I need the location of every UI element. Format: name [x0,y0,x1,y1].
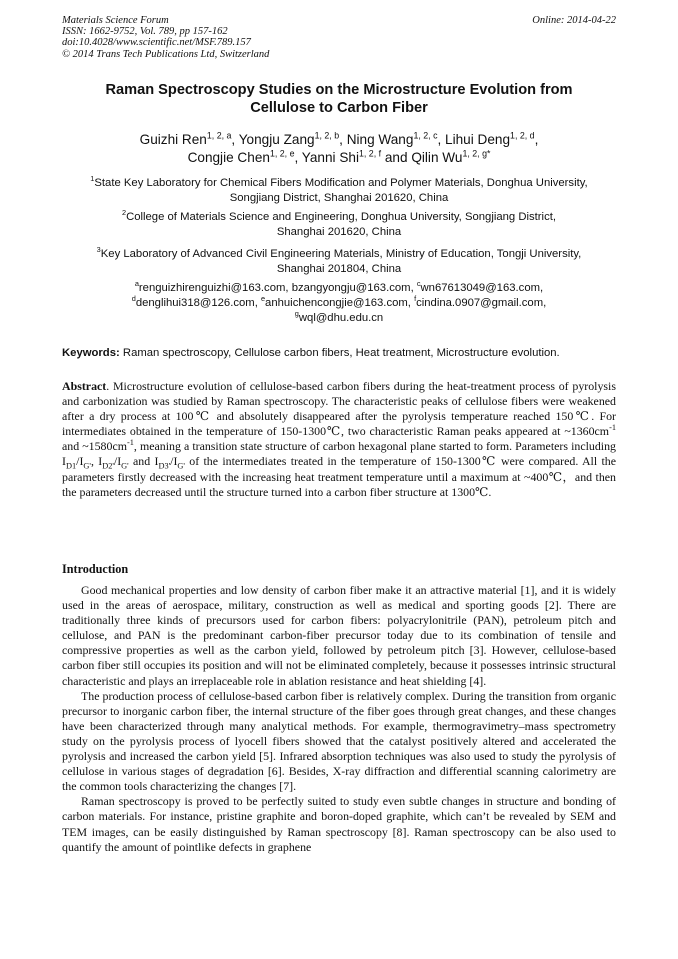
affiliation-text: Songjiang District, Shanghai 201620, China [229,192,449,204]
abstract [62,379,616,500]
abstract-sup: -1 [609,423,616,433]
introduction-paragraph: The production process of cellulose-based carbon fiber is relatively complex. During the transition from organic precursor to inorganic carbon fiber, the internal structure of the fiber goes through great changes, and these changes have been characterized through many analytical methods. For example, thermogravimetry–mass spectrometry study on the pyrolysis process of lyocell fibers showed that the catalyst positively altered and accelerated the pyrolysis and increased the carbon yield [5]. Infrared absorption techniques was also used to study the pyrolysis of cellulose in various stages of degradation [6]. Besides, X-ray diffraction and differential scanning calorimetry are the common tools characterizing the changes [7]. [62,688,616,794]
email-address: bzangyongju@163.com [291,282,411,294]
abstract-sub: D1 [65,461,77,471]
affiliation-1 [62,176,616,206]
abstract-sub: G' [121,461,129,471]
affiliation-number: 2 [121,208,127,218]
email-address: wn67613049@163.com [420,282,541,294]
author-affiliation-sup: 1, 2, e [269,148,295,159]
journal-header [62,15,616,60]
author-name: Ning Wang [346,132,414,147]
email-address: renguizhirenguizhi@163.com [138,282,286,294]
affiliation-3 [62,247,616,277]
abstract-sup: -1 [126,438,134,448]
email-address: wql@dhu.edu.cn [298,312,384,324]
email-sup: e [260,294,266,304]
author-affiliation-sup: 1, 2, g* [462,148,491,159]
abstract-sub: G' [83,461,91,471]
author-affiliation-sup: 1, 2, d [510,130,535,141]
introduction-heading: Introduction [62,562,129,576]
abstract-text: of the intermediates treated in the temperature of 150-1300℃ were compared. All the parameters firstly decreased with the increasing heat treatment temperature until a maximum at ~400℃，and then the parameters decreased until the structure turned into a carbon fiber structure at 1300℃. [62,454,617,499]
abstract-sub: D2' [102,461,114,471]
author-separator: and [381,150,412,165]
abstract-text: /I [76,454,84,469]
author-affiliation-sup: 1, 2, a [206,130,232,141]
email-address: cindina.0907@gmail.com [416,297,544,309]
doi-line: doi:10.4028/www.scientific.net/MSF.789.157 [62,37,251,49]
keywords-label: Keywords: [62,347,120,359]
affiliation-text: State Key Laboratory for Chemical Fibers Modification and Polymer Materials, Donghua University, [94,177,588,189]
title-line-1: Raman Spectroscopy Studies on the Microstructure Evolution from [105,82,573,98]
issn-line: ISSN: 1662-9752, Vol. 789, pp 157-162 [62,26,228,38]
author-name: Yanni Shi [301,150,359,165]
paper-title [62,81,616,117]
author-list [62,131,616,167]
affiliation-text: Shanghai 201620, China [276,226,402,238]
affiliation-text: Key Laboratory of Advanced Civil Engineering Materials, Ministry of Education, Tongji University, [100,248,582,260]
abstract-label: Abstract [62,379,107,393]
affiliation-text: Shanghai 201804, China [276,263,402,275]
email-list: $^a$renguizhirenguizhi@163.com, bzangyongju@163.com, $^c$wn67613049@163.com, $^d$denglihui318@126.com, $^e$anhuichencongjie@163.com, $^f$cindina.0907@gmail.com, $^g$wql@dhu.edu.cn [131,279,547,324]
email-address: anhuichencongjie@163.com [265,297,408,309]
keywords [62,346,622,360]
author-separator: , [534,132,539,147]
author-affiliation-sup: 1, 2, c [413,130,438,141]
introduction-paragraph: Raman spectroscopy is proved to be perfectly suited to study even subtle changes in structure and bonding of carbon materials. For instance, pristine graphite and boron-doped graphite, which can’t be revealed by SEM and TEM images, can be easily distinguished by Raman spectroscopy [8]. Raman spectroscopy can be also used to quantify the amount of pointlike defects in graphene [62,794,616,854]
copyright-line: © 2014 Trans Tech Publications Ltd, Switzerland [62,48,270,60]
online-date: Online: 2014-04-22 [532,15,616,26]
affiliation-number: 3 [96,245,101,255]
abstract-text: and I [128,454,159,469]
abstract-text: /I [170,454,178,469]
author-line-1 [62,131,616,149]
journal-name: Materials Science Forum [62,15,169,26]
email-sup: d [131,294,136,304]
abstract-sub: D3' [158,461,171,471]
email-address: denglihui318@126.com [135,297,255,309]
affiliation-2 [62,210,616,240]
affiliation-text: College of Materials Science and Engineering, Donghua University, Songjiang District, [126,211,556,223]
introduction-body [62,583,616,855]
email-sup: a [134,279,139,289]
author-name: Congjie Chen [187,150,270,165]
abstract-text: , meaning a transition state structure of carbon hexagonal plane started to form. Parameters including I [62,439,616,469]
author-name: Qilin Wu [411,150,463,165]
title-line-2: Cellulose to Carbon Fiber [250,100,428,116]
email-sup: g [294,309,299,319]
author-name: Lihui Deng [445,132,511,147]
author-affiliation-sup: 1, 2, b [314,130,340,141]
author-name: Yongju Zang [238,132,315,147]
introduction-paragraph: Good mechanical properties and low density of carbon fiber make it an attractive material [1], and it is widely used in the areas of aerospace, military, construction as well as medical and sporting goods [2]. There are traditionally three kinds of precursors used for carbon fibers: polyacrylonitrile (PAN), petroleum pitch and cellulose, and PAN is the predominant carbon-fiber precursor today due to its combination of tensile and compressive properties as well as the carbon yield, followed by petroleum pitch [3]. However, cellulose-based carbon fiber still occupies its position and will not be eliminated completely, because it possesses intrinsic structural characteristic and plays an irreplaceable role in ablation resistance and heat shielding [4]. [62,583,616,688]
abstract-text: /I [113,454,122,469]
author-affiliation-sup: 1, 2, f [358,148,382,159]
author-separator: , [231,132,239,147]
author-line-2 [62,149,616,167]
abstract-text: . Microstructure evolution of cellulose-based carbon fibers during the heat-treatment process of pyrolysis and carbonization was studied by Raman spectroscopy. The characteristic peaks of cellulose fibers were weakened after a dry process at 100℃ and absolutely disappeared after the pyrolysis temperature reached 150℃. For intermediates obtained in the temperature of 150-1300℃, two characteristic Raman peaks appeared at ~1360cm [62,379,616,439]
keywords-text: Raman spectroscopy, Cellulose carbon fibers, Heat treatment, Microstructure evolution. [119,347,560,359]
abstract-text: and ~1580cm [62,439,127,454]
author-separator: , [294,150,302,165]
author-name: Guizhi Ren [139,132,207,147]
author-separator: , [437,132,446,147]
affiliation-number: 1 [90,174,95,184]
email-sup: c [416,279,421,289]
email-sup: f [414,294,417,304]
abstract-text: , I [90,454,103,469]
author-separator: , [339,132,347,147]
abstract-sub: G' [177,461,185,471]
